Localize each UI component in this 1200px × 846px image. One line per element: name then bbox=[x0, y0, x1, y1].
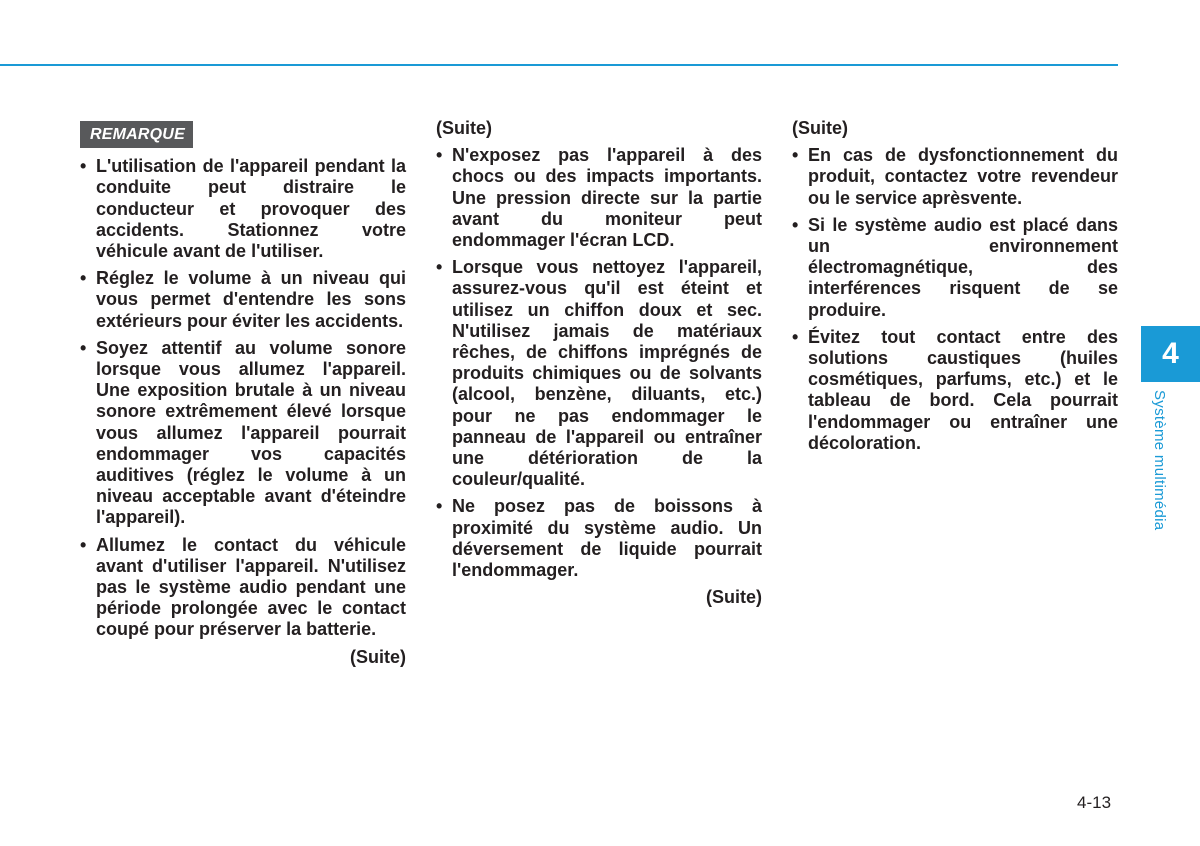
list-item: • Réglez le volume à un niveau qui vous permet d'entendre les sons extérieurs pour éviter les accidents. bbox=[80, 268, 406, 332]
continued-label: (Suite) bbox=[350, 646, 406, 667]
remark-list bbox=[436, 145, 762, 581]
column-3 bbox=[792, 118, 1118, 460]
remark-badge: REMARQUE bbox=[80, 121, 193, 148]
remark-list bbox=[792, 145, 1118, 454]
list-item: • N'exposez pas l'appareil à des chocs ou des impacts importants. Une pression directe sur la partie avant du moniteur peut endommager l'écran LCD. bbox=[436, 145, 762, 251]
remark-list bbox=[80, 156, 406, 640]
column-1 bbox=[80, 118, 406, 668]
continued-heading: (Suite) bbox=[436, 118, 492, 138]
header-rule bbox=[0, 64, 1118, 66]
list-item: • Si le système audio est placé dans un environnement électromagnétique, des interférences risquent de se produire. bbox=[792, 215, 1118, 321]
page-number: 4-13 bbox=[1077, 793, 1112, 812]
chapter-title: Système multimédia bbox=[1151, 390, 1168, 531]
list-item: • Allumez le contact du véhicule avant d'utiliser l'appareil. N'utilisez pas le système audio pendant une période prolongée avec le contact coupé pour préserver la batterie. bbox=[80, 535, 406, 641]
list-item: • Ne posez pas de boissons à proximité du système audio. Un déversement de liquide pourrait l'endommager. bbox=[436, 496, 762, 581]
continued-label: (Suite) bbox=[706, 587, 762, 608]
list-item: • Lorsque vous nettoyez l'appareil, assurez-vous qu'il est éteint et utilisez un chiffon doux et sec. N'utilisez jamais de matériaux rêches, de chiffons imprégnés de produits chimiques ou de solvants (alcool, benzène, diluants, etc.) pour ne pas endommager le panneau de l'appareil ou entraîner une détérioration de la couleur/qualité. bbox=[436, 257, 762, 490]
list-item: • Soyez attentif au volume sonore lorsque vous allumez l'appareil. Une exposition brutale à un niveau sonore extrêmement élevé lorsque vous allumez l'appareil pourrait endommager vos capacités auditives (réglez le volume à un niveau acceptable avant d'éteindre l'appareil). bbox=[80, 338, 406, 529]
column-2 bbox=[436, 118, 762, 608]
chapter-tab: 4 bbox=[1141, 326, 1200, 382]
continued-heading: (Suite) bbox=[792, 118, 848, 138]
list-item: • L'utilisation de l'appareil pendant la conduite peut distraire le conducteur et provoquer des accidents. Stationnez votre véhicule avant de l'utiliser. bbox=[80, 156, 406, 262]
list-item: • Évitez tout contact entre des solutions caustiques (huiles cosmétiques, parfums, etc.) et le tableau de bord. Cela pourrait l'endommager ou entraîner une décoloration. bbox=[792, 327, 1118, 454]
list-item: • En cas de dysfonctionnement du produit, contactez votre revendeur ou le service aprèsvente. bbox=[792, 145, 1118, 209]
